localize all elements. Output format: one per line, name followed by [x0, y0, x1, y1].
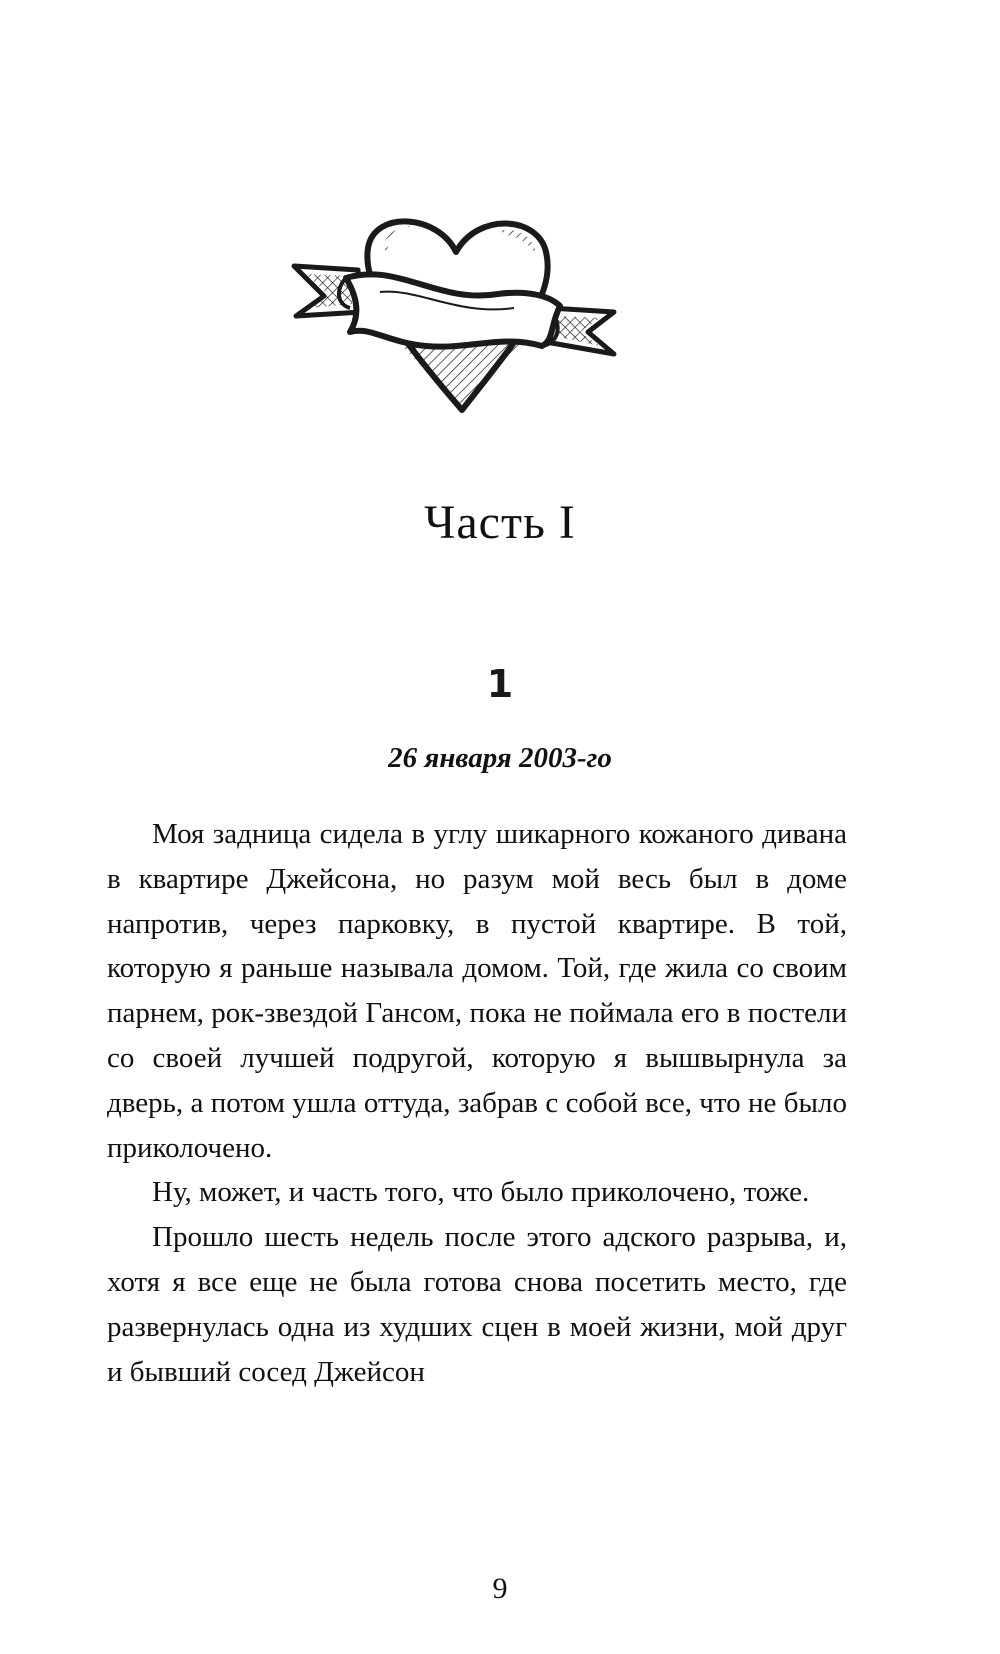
paragraph: Ну, может, и часть того, что было приколочено, тоже. — [152, 1176, 810, 1209]
page-number: 9 — [492, 1572, 508, 1605]
paragraph: Прошло шесть недель после этого адского разрыва, и, хотя я все еще не была готова снова посетить место, где развернулась одна из худших сцен в моей жизни, мой друг и бывший сосед Джейсон — [107, 1221, 847, 1388]
chapter-number: 1 — [486, 662, 514, 706]
heart-with-ribbon-icon — [288, 208, 628, 422]
part-title: Часть I — [424, 496, 576, 549]
chapter-body — [107, 812, 847, 1394]
paragraph: Моя задница сидела в углу шикарного кожаного дивана в квартире Джейсона, но разум мой весь был в доме напротив, через парковку, в пустой квартире. В той, которую я раньше называла домом. Той, где жила со своим парнем, рок-звездой Гансом, пока не поймала его в постели со своей лучшей подругой, которую я вышвырнула за дверь, а потом ушла оттуда, забрав с собой все, что не было приколочено. — [107, 818, 847, 1164]
chapter-date: 26 января 2003-го — [388, 742, 612, 774]
